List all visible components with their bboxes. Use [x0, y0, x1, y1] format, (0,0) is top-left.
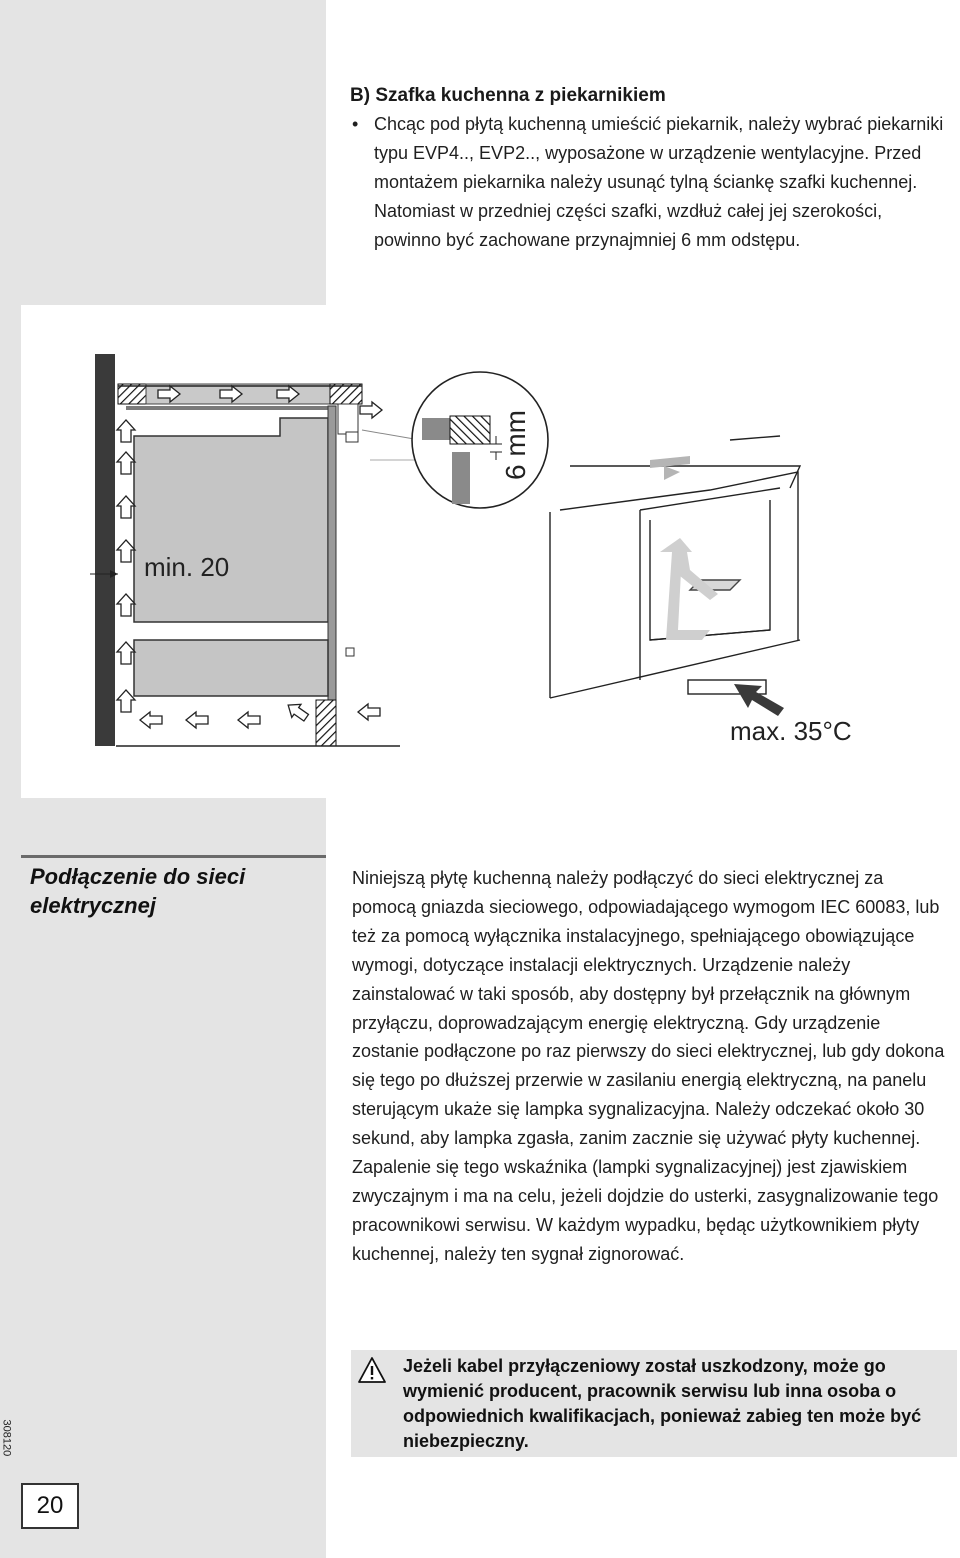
section-heading-line2: elektrycznej — [30, 893, 156, 918]
section-b — [350, 82, 950, 255]
warning-triangle-icon — [357, 1355, 387, 1385]
max-temp-label: max. 35°C — [730, 716, 852, 746]
side-section-diagram — [90, 354, 400, 746]
oven-lower — [134, 640, 328, 696]
warning-box — [351, 1350, 957, 1457]
section-heading — [30, 862, 290, 920]
warning-text: Jeżeli kabel przyłączeniowy został uszkodzony, może go wymienić producent, pracownik serwisu lub inna osoba o odpowiednich kwalifikacjach, ponieważ zabieg ten może być niebezpieczny. — [403, 1356, 922, 1451]
section-divider — [21, 855, 326, 858]
gap-detail-zoom — [362, 372, 548, 508]
cabinet-isometric — [550, 436, 852, 746]
gap-label: 6 mm — [500, 410, 531, 480]
oven-upper — [134, 418, 328, 622]
bullet-text: Chcąc pod płytą kuchenną umieścić piekarnik, należy wybrać piekarniki typu EVP4.., EVP2.., wyposażone w urządzenie wentylacyjne. Przed montażem piekarnika należy usunąć tylną ściankę szafki kuchennej. Natomiast w przedniej części szafki, wzdłuż całej jej szerokości, powinno być zachowane przynajmniej 6 mm odstępu. — [374, 114, 944, 250]
wall — [95, 354, 115, 746]
document-code-text: 308120 — [0, 1419, 13, 1457]
connection-body-text: Niniejszą płytę kuchenną należy podłączyć do sieci elektrycznej za pomocą gniazda sieciowego, odpowiadającego wymogom IEC 60083, lub też za pomocą wyłącznika instalacyjnego, spełniającego obowiązujące wymogi, dotyczące instalacji elektrycznych. Urządzenie należy zainstalować w taki sposób, aby dostępny był przełącznik na głównym przyłączu, doprowadzającym energię elektryczną. Gdy urządzenie zostanie podłączone po raz pierwszy do sieci elektrycznej, lub gdy dokona się tego po dłuższej przerwie w zasilaniu energią elektryczną, na panelu sterującym ukaże się lampka sygnalizacyjna. Należy odczekać około 30 sekund, aby lampka zgasła, zanim zacznie się używać płyty kuchennej. Zapalenie się tego wskaźnika (lampki sygnalizacyjnej) jest zjawiskiem zwyczajnym i ma na celu, jeżeli dojdzie do usterki, zasygnalizowanie tego pracownikowi serwisu. W każdym wypadku, będąc użytkownikiem płyty kuchennej, należy ten sygnał zignorować. — [352, 868, 945, 1264]
section-heading-line1: Podłączenie do sieci — [30, 864, 246, 889]
worktop-left — [118, 384, 148, 404]
worktop-right — [330, 384, 362, 404]
section-b-title: B) Szafka kuchenna z piekarnikiem — [350, 85, 666, 106]
document-code — [0, 1420, 12, 1465]
bullet-dot: • — [352, 114, 359, 134]
bullet-item — [350, 110, 950, 255]
min-distance-label: min. 20 — [144, 552, 230, 582]
installation-diagram — [90, 340, 870, 760]
page-number: 20 — [21, 1483, 79, 1529]
